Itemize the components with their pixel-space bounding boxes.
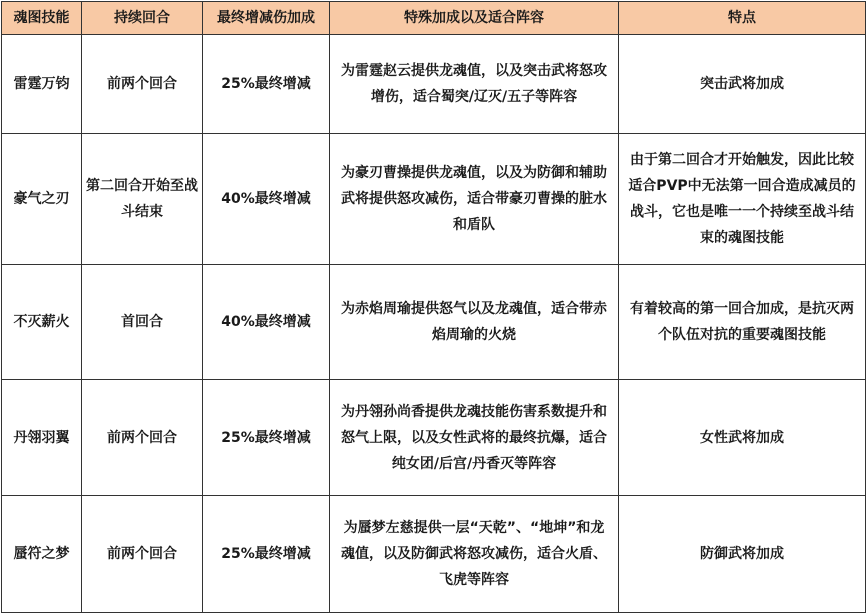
- duration-cell: 第二回合开始至战斗结束: [82, 134, 203, 265]
- feature-cell: 女性武将加成: [619, 380, 866, 496]
- special-cell: 为赤焰周瑜提供怒气以及龙魂值，适合带赤焰周瑜的火烧: [330, 265, 619, 380]
- skill-table-page: [0, 1, 866, 611]
- duration-cell: 前两个回合: [82, 380, 203, 496]
- header-skill: 魂图技能: [2, 2, 82, 35]
- skill-name: 不灭薪火: [2, 265, 82, 380]
- skill-name: 雷霆万钧: [2, 35, 82, 134]
- effect-cell: 40%最终增减: [203, 265, 330, 380]
- effect-cell: 25%最终增减: [203, 380, 330, 496]
- special-cell: 为丹翎孙尚香提供龙魂技能伤害系数提升和怒气上限，以及女性武将的最终抗爆，适合纯女团/后宫/丹香灭等阵容: [330, 380, 619, 496]
- table-row: [2, 35, 866, 134]
- table-row: [2, 496, 866, 613]
- feature-cell: 由于第二回合才开始触发，因此比较适合PVP中无法第一回合造成减员的战斗，它也是唯一一个持续至战斗结束的魂图技能: [619, 134, 866, 265]
- feature-cell: 突击武将加成: [619, 35, 866, 134]
- duration-cell: 前两个回合: [82, 496, 203, 613]
- table-row: [2, 265, 866, 380]
- feature-cell: 防御武将加成: [619, 496, 866, 613]
- table-row: [2, 134, 866, 265]
- effect-cell: 25%最终增减: [203, 496, 330, 613]
- header-effect: 最终增减伤加成: [203, 2, 330, 35]
- skill-name: 蜃符之梦: [2, 496, 82, 613]
- table-header-row: [2, 2, 866, 35]
- soul-map-skill-table: [1, 1, 866, 613]
- feature-cell: 有着较高的第一回合加成，是抗灭两个队伍对抗的重要魂图技能: [619, 265, 866, 380]
- skill-name: 丹翎羽翼: [2, 380, 82, 496]
- effect-cell: 25%最终增减: [203, 35, 330, 134]
- duration-cell: 前两个回合: [82, 35, 203, 134]
- header-feature: 特点: [619, 2, 866, 35]
- header-duration: 持续回合: [82, 2, 203, 35]
- effect-cell: 40%最终增减: [203, 134, 330, 265]
- special-cell: 为豪刃曹操提供龙魂值，以及为防御和辅助武将提供怒攻减伤，适合带豪刃曹操的脏水和盾队: [330, 134, 619, 265]
- table-row: [2, 380, 866, 496]
- header-special: 特殊加成以及适合阵容: [330, 2, 619, 35]
- special-cell: 为雷霆赵云提供龙魂值，以及突击武将怒攻增伤，适合蜀突/辽灭/五子等阵容: [330, 35, 619, 134]
- duration-cell: 首回合: [82, 265, 203, 380]
- special-cell: 为蜃梦左慈提供一层“天乾”、“地坤”和龙魂值，以及防御武将怒攻减伤，适合火盾、飞虎等阵容: [330, 496, 619, 613]
- skill-name: 豪气之刃: [2, 134, 82, 265]
